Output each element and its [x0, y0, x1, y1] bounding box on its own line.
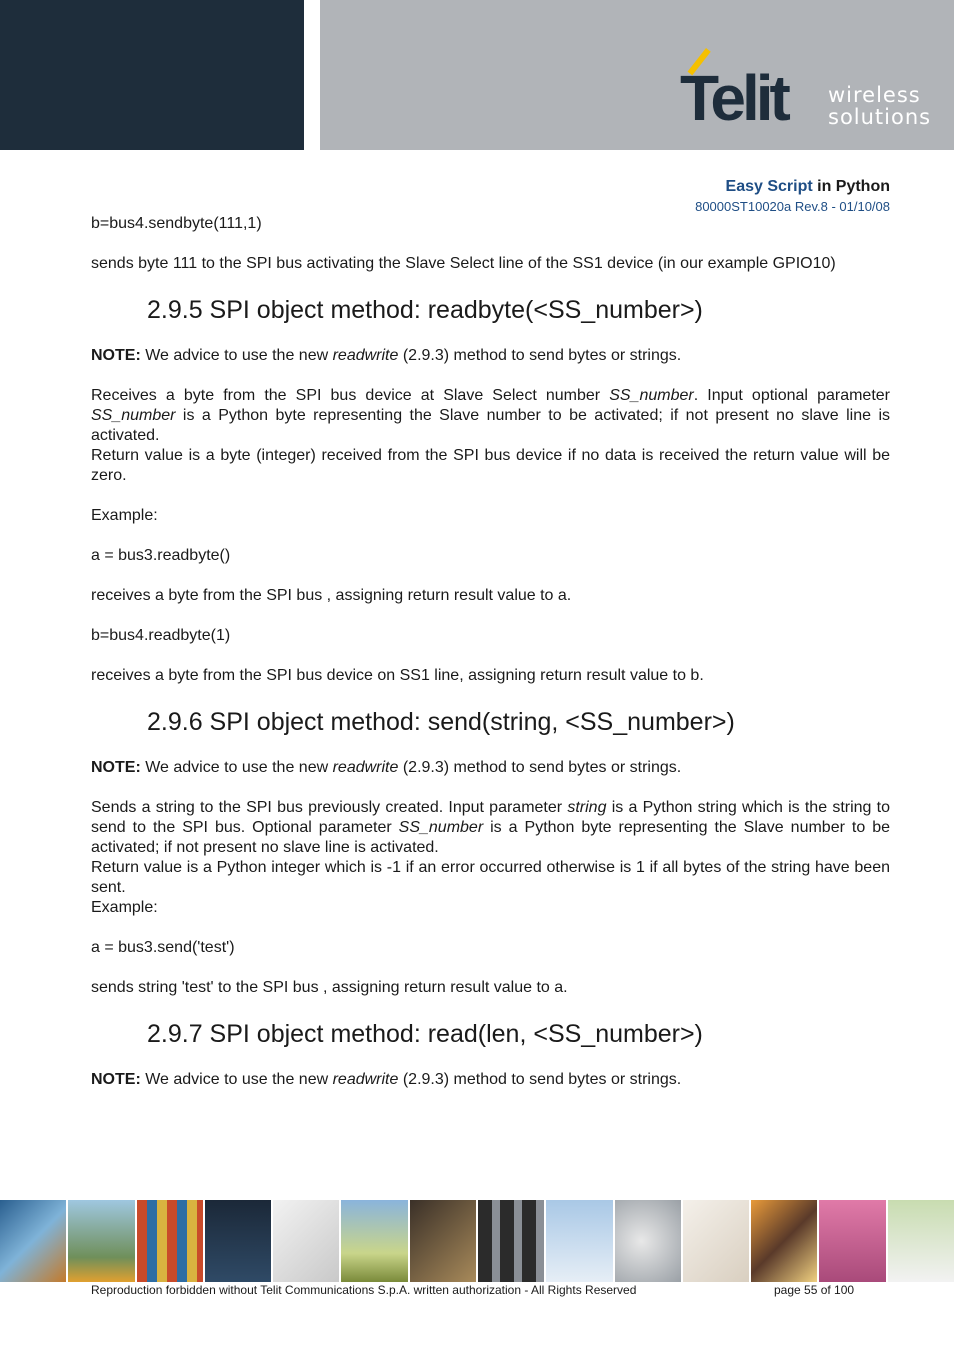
photo-tile: [819, 1200, 885, 1282]
photo-tile: [410, 1200, 476, 1282]
note-text: We advice to use the new: [140, 1071, 333, 1088]
document-title: [726, 178, 890, 196]
code-line: a = bus3.readbyte(): [91, 547, 231, 564]
paragraph: [91, 386, 890, 446]
note-text-end: (2.9.3) method to send bytes or strings.: [398, 759, 682, 776]
header-dark-block: [0, 0, 304, 150]
text-run: is a Python byte representing the Slave number to be activated; if not present no slave line is activated.: [91, 407, 890, 444]
footer-photo-strip: [0, 1200, 954, 1282]
example-label: Example:: [91, 507, 158, 524]
paragraph: Return value is a byte (integer) received from the SPI bus device if no data is received the return value will be zero.: [91, 447, 890, 484]
paragraph: sends byte 111 to the SPI bus activating the Slave Select line of the SS1 device (in our example GPIO10): [91, 255, 836, 272]
text-run: Sends a string to the SPI bus previously created. Input parameter: [91, 799, 568, 816]
photo-tile: [0, 1200, 66, 1282]
photo-tile: [615, 1200, 681, 1282]
footer-page-number: page 55 of 100: [774, 1283, 855, 1297]
photo-tile: [683, 1200, 749, 1282]
code-line: b=bus4.sendbyte(111,1): [91, 215, 262, 232]
note-text: We advice to use the new: [140, 347, 333, 364]
photo-tile: [273, 1200, 339, 1282]
param-name: SS_number: [91, 407, 176, 424]
note-text: We advice to use the new: [140, 759, 333, 776]
logo-tagline-line-2: solutions: [828, 105, 932, 129]
note-text-end: (2.9.3) method to send bytes or strings.: [398, 1071, 682, 1088]
page-content: [91, 214, 890, 1110]
note-label: NOTE:: [91, 347, 141, 364]
paragraph: sends string 'test' to the SPI bus , assigning return result value to a.: [91, 979, 568, 996]
code-line: a = bus3.send('test'): [91, 939, 235, 956]
note-text-end: (2.9.3) method to send bytes or strings.: [398, 347, 682, 364]
document-title-accent: Easy Script: [725, 178, 813, 195]
photo-tile: [68, 1200, 134, 1282]
document-title-rest: in Python: [812, 178, 890, 195]
example-label: Example:: [91, 899, 158, 916]
logo-wordmark: Telit: [680, 62, 787, 134]
note-paragraph: [91, 758, 890, 778]
photo-tile: [888, 1200, 954, 1282]
paragraph: receives a byte from the SPI bus , assigning return result value to a.: [91, 587, 572, 604]
param-name: string: [567, 799, 607, 816]
note-label: NOTE:: [91, 759, 141, 776]
note-method: readwrite: [332, 759, 399, 776]
telit-logo: [676, 48, 938, 134]
text-run: is a Python byte representing the Slave number to be activated; if not present no slave line is activated.: [91, 819, 891, 856]
note-method: readwrite: [332, 1071, 399, 1088]
photo-tile: [478, 1200, 544, 1282]
section-heading-2-9-6: 2.9.6 SPI object method: send(string, <SS_number>): [147, 708, 735, 736]
note-label: NOTE:: [91, 1071, 141, 1088]
paragraph: [91, 798, 890, 858]
footer-copyright: Reproduction forbidden without Telit Communications S.p.A. written authorization - All Rights Reserved: [91, 1283, 637, 1297]
note-method: readwrite: [332, 347, 399, 364]
code-line: b=bus4.readbyte(1): [91, 627, 231, 644]
param-name: SS_number: [398, 819, 484, 836]
photo-tile: [751, 1200, 817, 1282]
note-paragraph: [91, 1070, 890, 1090]
text-run: Receives a byte from the SPI bus device at Slave Select number: [91, 387, 610, 404]
section-heading-2-9-5: 2.9.5 SPI object method: readbyte(<SS_number>): [147, 296, 703, 324]
note-paragraph: [91, 346, 890, 366]
logo-tagline-line-1: wireless: [828, 83, 921, 107]
photo-tile: [137, 1200, 203, 1282]
section-heading-2-9-7: 2.9.7 SPI object method: read(len, <SS_number>): [147, 1020, 703, 1048]
text-run: . Input optional parameter: [693, 387, 890, 404]
photo-tile: [546, 1200, 612, 1282]
photo-tile: [205, 1200, 271, 1282]
paragraph: Return value is a Python integer which is -1 if an error occurred otherwise is 1 if all bytes of the string have been sent.: [91, 859, 890, 896]
text-run: is a Python string which is the string to send to the SPI bus. Optional parameter: [91, 799, 891, 836]
photo-tile: [341, 1200, 407, 1282]
logo-tagline: [828, 84, 931, 128]
param-name: SS_number: [609, 387, 694, 404]
document-revision: 80000ST10020a Rev.8 - 01/10/08: [695, 199, 890, 214]
paragraph: receives a byte from the SPI bus device on SS1 line, assigning return result value to b.: [91, 667, 704, 684]
